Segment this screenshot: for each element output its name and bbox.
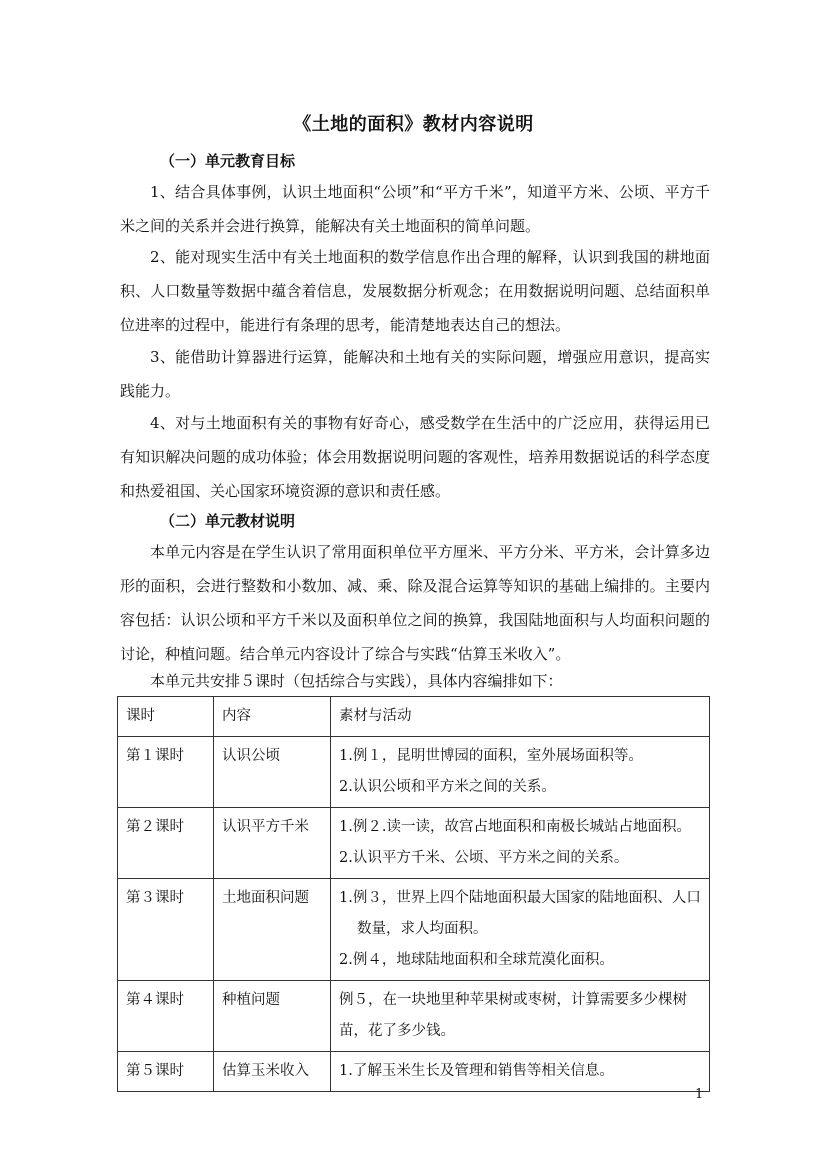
paragraph-materials-1: 本单元内容是在学生认识了常用面积单位平方厘米、平方分米、平方米，会计算多边形的面积，会进行整数和小数加、减、乘、除及混合运算等知识的基础上编排的。主要内容包括：认识公顷和平方千米以及面积单位之间的换算，我国陆地面积与人均面积问题的讨论，种植问题。结合单元内容设计了综合与实践“估算玉米收入”。: [120, 543, 710, 663]
cell-lesson: 第４课时: [118, 981, 214, 1052]
table-row: [118, 737, 710, 808]
cell-topic: 种植问题: [214, 981, 331, 1052]
cell-lesson: 第５课时: [118, 1052, 214, 1092]
cell-topic: 认识公顷: [214, 737, 331, 808]
cell-lesson: 第１课时: [118, 737, 214, 808]
activity-item: 1.例１，昆明世博园的面积，室外展场面积等。: [339, 748, 643, 764]
paragraph-goal-3: 3、能借助计算器进行运算，能解决和土地有关的实际问题，增强应用意识，提高实践能力。: [120, 348, 710, 400]
header-cell-activities: 素材与活动: [331, 697, 710, 737]
cell-topic: 认识平方千米: [214, 808, 331, 879]
section-heading-goals: （一）单元教育目标: [160, 152, 296, 170]
table-row: [118, 981, 710, 1052]
paragraph-goal-2: 2、能对现实生活中有关土地面积的数学信息作出合理的解释，认识到我国的耕地面积、人口数量等数据中蕴含着信息，发展数据分析观念；在用数据说明问题、总结面积单位进率的过程中，能进行有条理的思考，能清楚地表达自己的想法。: [120, 248, 710, 334]
cell-topic: 估算玉米收入: [214, 1052, 331, 1092]
lesson-plan-table: [117, 696, 710, 1092]
page-number: 1: [695, 1087, 704, 1102]
activity-item: 2.例４，地球陆地面积和全球荒漠化面积。: [339, 952, 614, 968]
table-row: [118, 1052, 710, 1092]
cell-activities: [331, 737, 710, 808]
cell-activities: [331, 879, 710, 981]
paragraph-goal-1: 1、结合具体事例，认识土地面积“公顷”和“平方千米”，知道平方米、公顷、平方千米之间的关系并会进行换算，能解决有关土地面积的简单问题。: [120, 183, 710, 235]
activity-item: 2.认识平方千米、公顷、平方米之间的关系。: [339, 850, 629, 866]
activity-item: 1.例２.读一读，故宫占地面积和南极长城站占地面积。: [339, 819, 691, 835]
activity-item: 2.认识公顷和平方米之间的关系。: [339, 779, 556, 795]
cell-topic: 土地面积问题: [214, 879, 331, 981]
paragraph-materials-2: 本单元共安排５课时（包括综合与实践），具体内容编排如下：: [150, 672, 563, 690]
header-cell-topic: 内容: [214, 697, 331, 737]
section-heading-materials: （二）单元教材说明: [160, 512, 296, 530]
paragraph-goal-4: 4、对与土地面积有关的事物有好奇心，感受数学在生活中的广泛应用，获得运用已有知识解决问题的成功体验；体会用数据说明问题的客观性，培养用数据说话的科学态度和热爱祖国、关心国家环境资源的意识和责任感。: [120, 414, 710, 500]
cell-activities: [331, 808, 710, 879]
document-title: 《土地的面积》教材内容说明: [293, 114, 534, 135]
activity-item: 1.例３，世界上四个陆地面积最大国家的陆地面积、人口: [339, 890, 701, 906]
table-row: [118, 879, 710, 981]
activity-item: 1.了解玉米生长及管理和销售等相关信息。: [339, 1063, 614, 1079]
activity-item: 例５，在一块地里种苹果树或枣树，计算需要多少棵树苗，花了多少钱。: [339, 992, 687, 1039]
cell-lesson: 第２课时: [118, 808, 214, 879]
cell-activities: [331, 1052, 710, 1092]
header-cell-lesson: 课时: [118, 697, 214, 737]
cell-lesson: 第３课时: [118, 879, 214, 981]
table-row: [118, 808, 710, 879]
table-header-row: [118, 697, 710, 737]
cell-activities: [331, 981, 710, 1052]
activity-item: 数量，求人均面积。: [357, 921, 488, 937]
